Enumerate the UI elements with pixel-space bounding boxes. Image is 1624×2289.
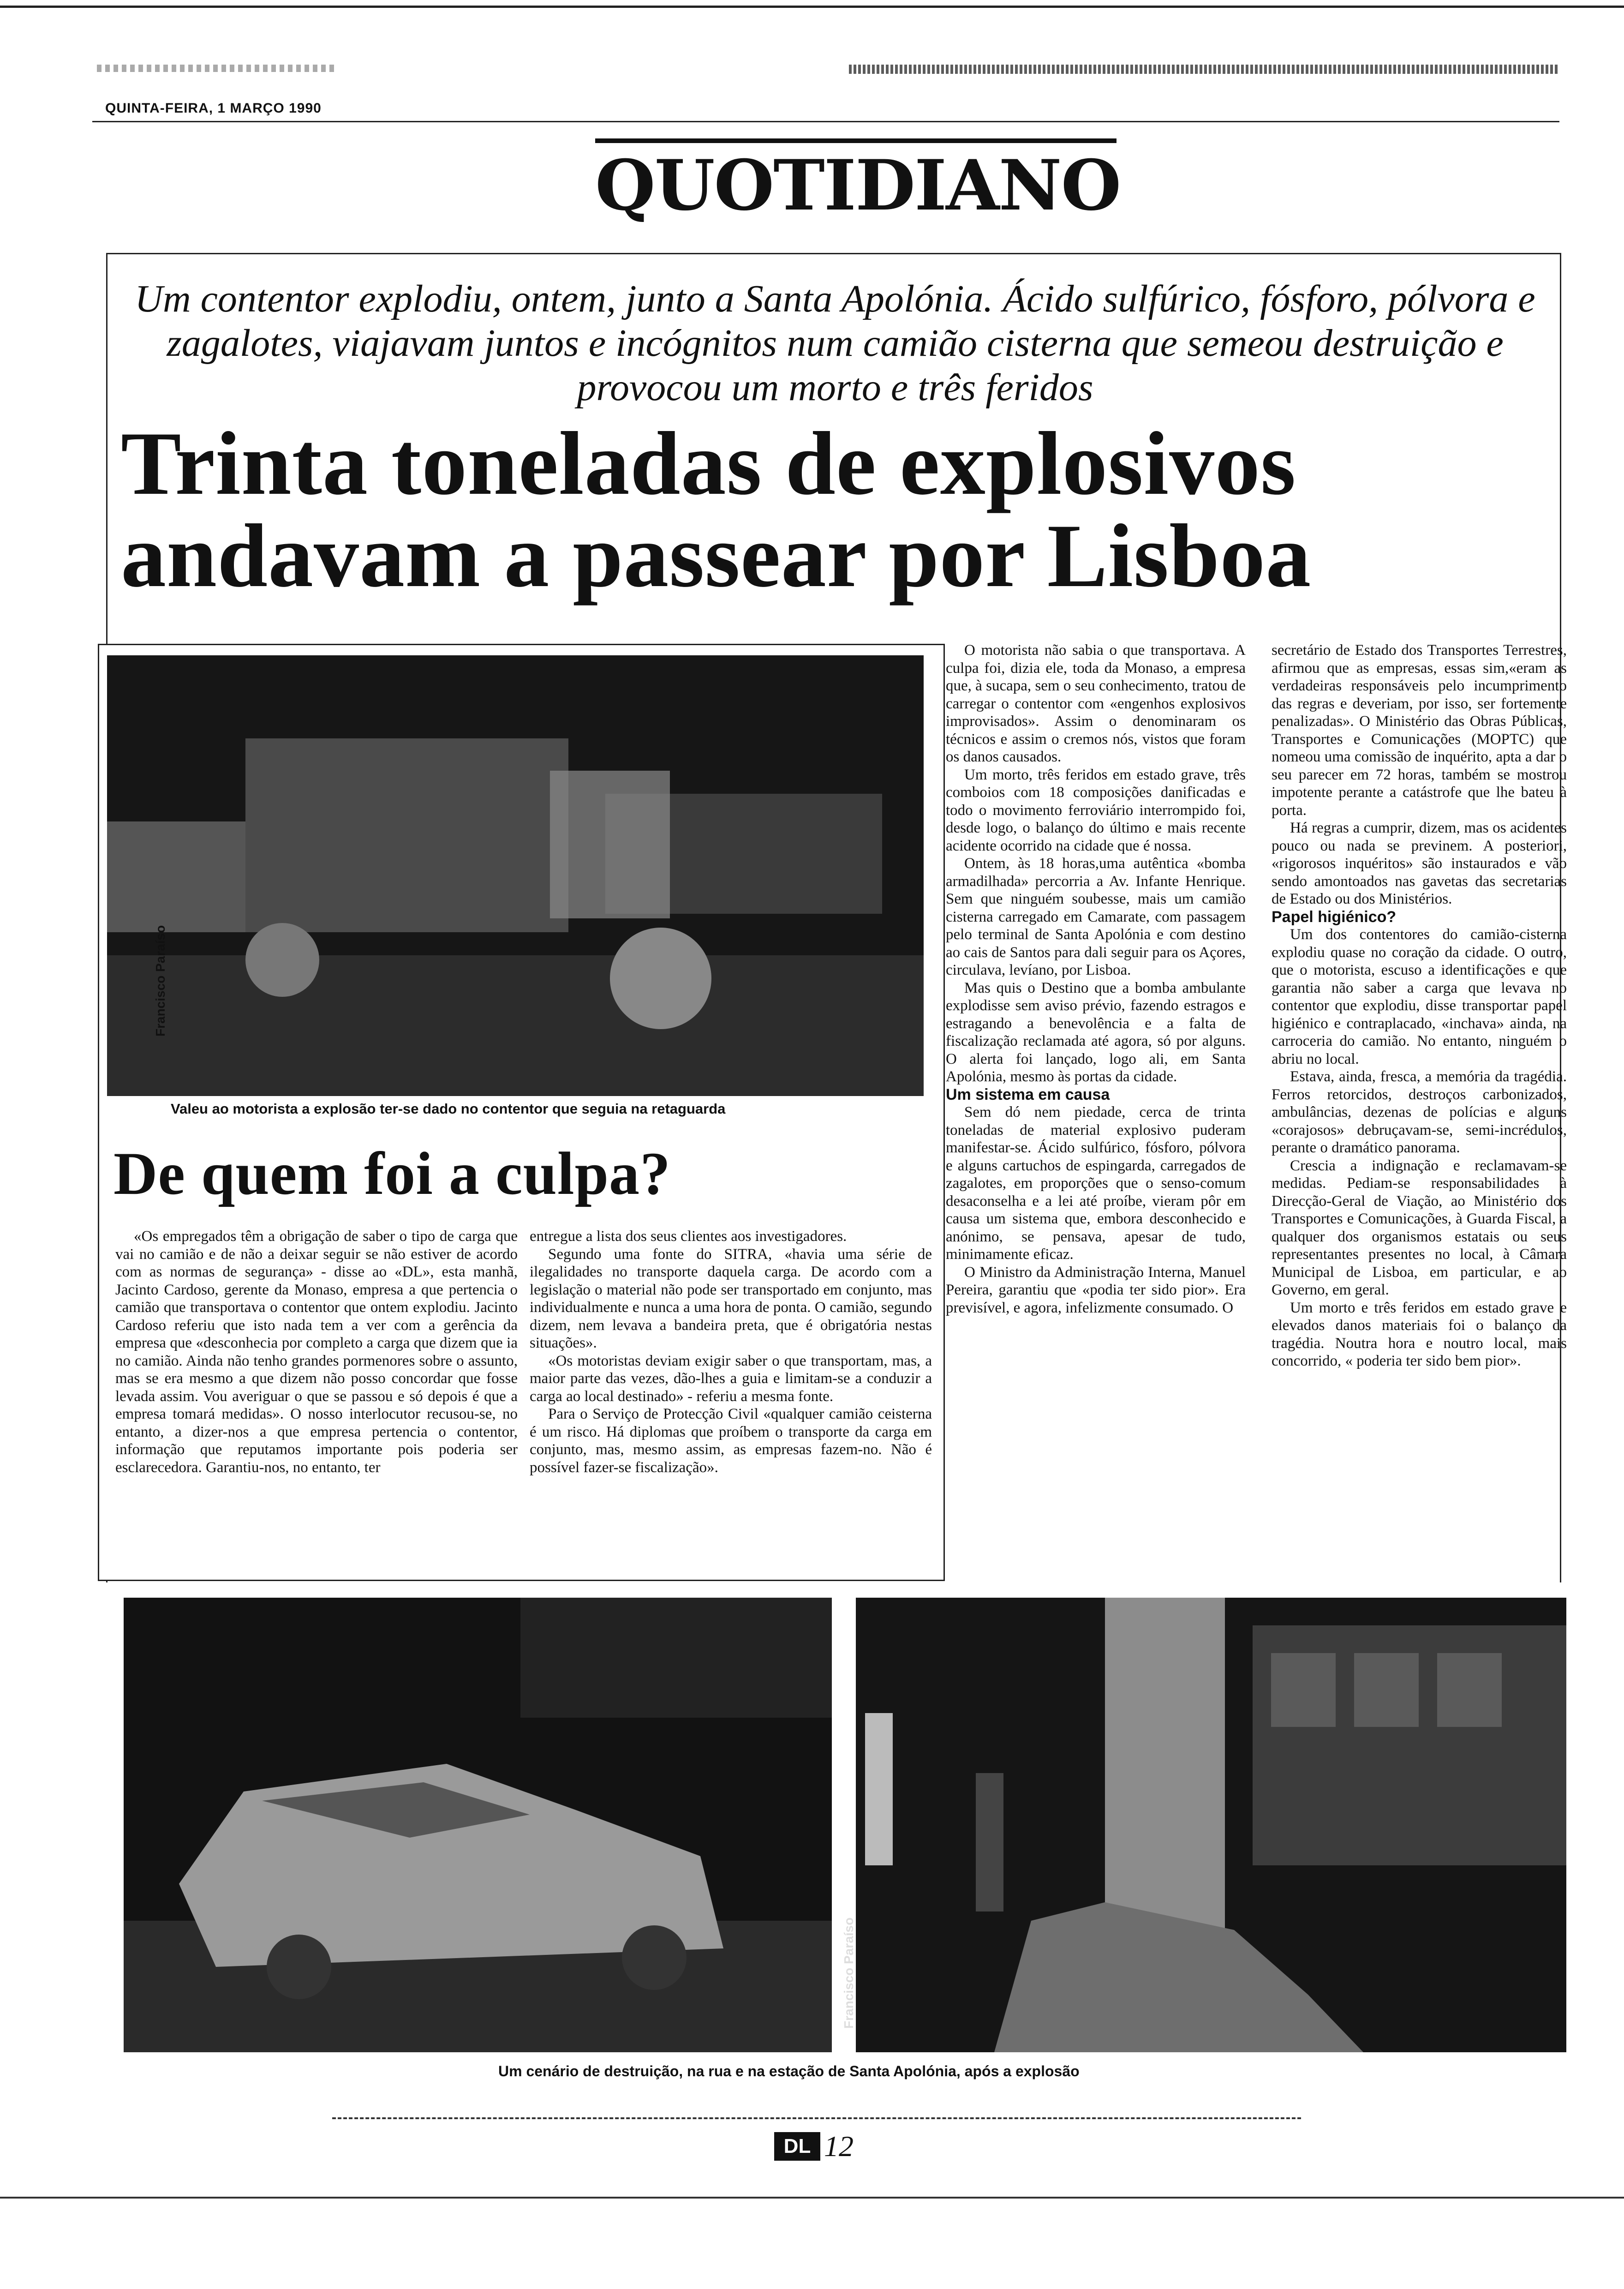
page-number: 12 <box>824 2130 854 2163</box>
paragraph: O motorista não sabia o que transportava. A culpa foi, dizia ele, toda da Monaso, a empresa que, à sucapa, sem o seu conhecimento, tratou de carregar o contentor com «engenhos explosivos improvisados». Assim o denominaram os técnicos e assim o cremos nós, vistos que foram os danos causados. <box>946 642 1246 765</box>
paragraph: Ontem, às 18 horas,uma autêntica «bomba armadilhada» percorria a Av. Infante Henrique. Sem que ninguém soubesse, mais um camião cisterna carregado em Camarate, com passagem pelo terminal de Santa Apolónia e com destino ao cais de Santos para dali seguir para os Açores, circulava, levíano, por Lisboa. <box>946 855 1246 978</box>
section-subhead: Um sistema em causa <box>946 1085 1110 1103</box>
paragraph: «Os empregados têm a obrigação de saber o tipo de carga que vai no camião e de não a deixar seguir se não estiver de acordo com as normas de segurança» - disse ao «DL», esta manhã, Jacinto Cardoso, gerente da Monaso, empresa a que pertencia o camião que transportava o contentor que ontem explodiu. Jacinto Cardoso referiu que isto nada tem a ver com a gerência da empresa que «desconhecia por completo a carga que dizem que ia no camião. Ainda não tenho grandes pormenores sobre o assunto, mas se era mesmo a que dizem não posso concordar que fosse levada assim. Vou averiguar o que se passou e só depois é que a empresa tomará medidas». O nosso interlocutor recusou-se, no entanto, a dizer-nos a que empresa pertencia o contentor, informação que reputamos importante pois poderia ser esclarecedora. Garantiu-nos, no entanto, ter <box>115 1228 518 1476</box>
paragraph: O Ministro da Administração Interna, Manuel Pereira, garantiu que «podia ter sido pior». Era previsível, e agora, infelizmente consumado. O <box>946 1264 1246 1316</box>
paragraph: Um morto e três feridos em estado grave e elevados danos materiais foi o balanço da tragédia. Noutra hora e noutro local, mais concorrido, « poderia ter sido bem pior». <box>1272 1299 1567 1369</box>
headline <box>121 413 1551 606</box>
main-column-2 <box>1272 641 1567 1370</box>
issue-date: QUINTA-FEIRA, 1 MARÇO 1990 <box>105 101 322 116</box>
scan-artifact <box>97 65 337 72</box>
photo-car-wreck <box>124 1598 832 2052</box>
photo-caption-1: Valeu ao motorista a explosão ter-se dado no contentor que seguia na retaguarda <box>171 1101 726 1117</box>
paragraph: secretário de Estado dos Transportes Terrestres, afirmou que as empresas, essas sim,«eram as verdadeiras responsáveis pelo incumprimento das regras e deveriam, por isso, ser fortemente penalizadas». O Ministério das Obras Públicas, Transportes e Comunicações (MOPTC) que nomeou uma comissão de inquérito, apta a dar o seu parecer em 72 horas, também se mostrou impotente perante a catástrofe que lhe bateu à porta. <box>1272 642 1567 819</box>
section-subhead: Papel higiénico? <box>1272 908 1397 926</box>
paragraph: entregue a lista dos seus clientes aos investigadores. <box>530 1228 847 1245</box>
main-column-1 <box>946 641 1246 1317</box>
headline-line-2: andavam a passear por Lisboa <box>121 506 1312 606</box>
sidebar-column-2 <box>530 1228 932 1476</box>
car-photo-illustration <box>124 1598 832 2052</box>
logo-text: DL <box>783 2135 811 2157</box>
dl-logo <box>774 2132 820 2161</box>
paragraph: Segundo uma fonte do SITRA, «havia uma série de ilegalidades no transporte daquela carga. De acordo com a legislação o material não pode ser transportado em conjunto, mas individualmente e nunca a uma hora de ponta. O camião, segundo dizem, nem levava a bandeira preta, que é obrigatória nestas situações». <box>530 1246 932 1351</box>
bottom-rule <box>0 2197 1624 2199</box>
photo-credit-2: Francisco Paraíso <box>842 1917 856 2029</box>
top-rule <box>0 6 1624 8</box>
paragraph: Há regras a cumprir, dizem, mas os acidentes pouco ou nada se previnem. A posteriori, «rigorosos inquéritos» são instaurados e vão sendo amontoados nas gavetas das secretarias de Estado ou dos Ministérios. <box>1272 820 1567 907</box>
date-rule <box>92 121 1559 122</box>
paragraph: Estava, ainda, fresca, a memória da tragédia. Ferros retorcidos, destroços carbonizados, ambulâncias, dezenas de polícias e alguns «corajosos» debruçavam-se, semi-incrédulos, perante o dramático panorama. <box>1272 1068 1567 1156</box>
paragraph: Mas quis o Destino que a bomba ambulante explodisse sem aviso prévio, fazendo estragos e estragando a benevolência e a falta de fiscalização reclamada até agora, só por alguns. O alerta foi lançado, logo ali, em Santa Apolónia, mesmo às portas da cidade. <box>946 979 1246 1085</box>
photo-credit-1: Francisco Paraíso <box>153 925 167 1037</box>
paragraph: Para o Serviço de Protecção Civil «qualquer camião ceisterna é um risco. Há diplomas que proíbem o transporte da carga em conjunto, mas, mesmo assim, as empresas fazem-no. Não é possível fazer-se fiscalização». <box>530 1406 932 1476</box>
paragraph: Um morto, três feridos em estado grave, três comboios com 18 composições danificadas e todo o movimento ferroviário interrompido foi, desde logo, o balanço do último e mais recente acidente ocorrido na cidade que é nossa. <box>946 766 1246 854</box>
truck-photo-illustration <box>107 655 924 1096</box>
headline-line-1: Trinta toneladas de explosivos <box>121 413 1296 514</box>
photo-caption-2: Um cenário de destruição, na rua e na estação de Santa Apolónia, após a explosão <box>498 2063 1080 2079</box>
sidebar-column-1 <box>115 1228 518 1476</box>
station-photo-illustration <box>856 1598 1566 2052</box>
paragraph: Sem dó nem piedade, cerca de trinta toneladas de material explosivo puderam manifestar-se. Ácido sulfúrico, fósforo, pólvora e alguns cartuchos de espingarda, carregados de zagalotes, em proporções que o senso-comum desaconselha e a lei até proíbe, vieram pôr em causa um sistema que, embora desconhecido e anónimo, se pensava, apesar de tudo, minimamente eficaz. <box>946 1104 1246 1263</box>
section-rule <box>595 138 1116 143</box>
photo-station-damage <box>856 1598 1566 2052</box>
sidebar-headline: De quem foi a culpa? <box>113 1139 671 1207</box>
paragraph: «Os motoristas deviam exigir saber o que transportam, mas, a maior parte das vezes, dão-lhes a guia e limitam-se a conduzir a carga ao local destinado» - referiu a mesma fonte. <box>530 1352 932 1405</box>
paragraph: Crescia a indignação e reclamavam-se medidas. Pediam-se responsabilidades à Direcção-Geral de Viação, ao Ministério dos Transportes e Comunicações, à Guarda Fiscal, a qualquer dos organismos estatais ou seus representantes presentes no local, à Câmara Municipal de Lisboa, em particular, e ao Governo, em geral. <box>1272 1157 1567 1298</box>
paragraph: Um dos contentores do camião-cisterna explodiu quase no coração da cidade. O outro, que o motorista, escuso a identificações e que garantia não saber a carga que levava no contentor que explodiu, disse transportar papel higiénico e contraplacado, «inchava» ainda, na carroceria do camião. No entanto, ninguém o abriu no local. <box>1272 926 1567 1067</box>
photo-truck <box>107 655 924 1096</box>
cut-line <box>332 2117 1301 2119</box>
article-deck: Um contentor explodiu, ontem, junto a Santa Apolónia. Ácido sulfúrico, fósforo, pólvora e zagalotes, viajavam juntos e incógnitos num camião cisterna que semeou destruição e provocou um morto e três feridos <box>135 277 1535 409</box>
page-footer <box>774 2129 894 2162</box>
section-title: QUOTIDIANO <box>595 145 1121 226</box>
scan-artifact-bar <box>849 65 1559 74</box>
